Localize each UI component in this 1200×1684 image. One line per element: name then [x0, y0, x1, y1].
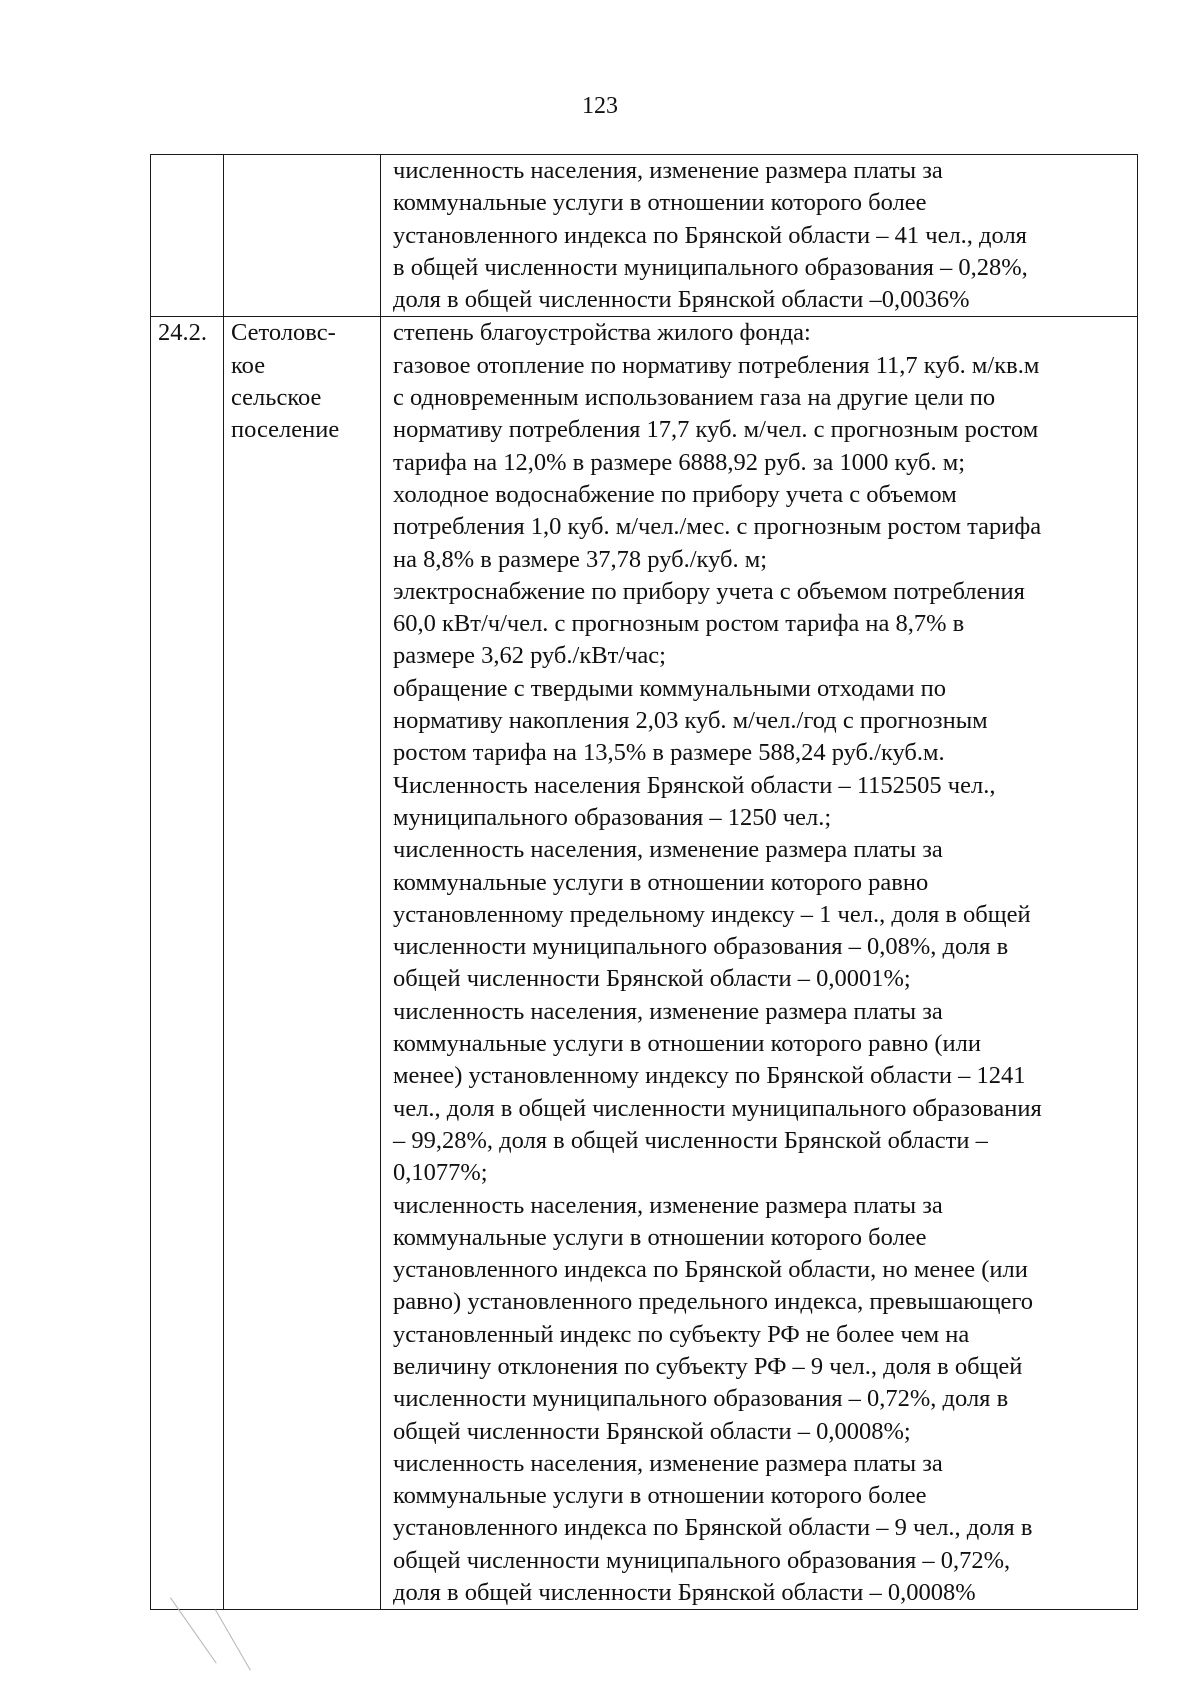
description-line: нормативу накопления 2,03 куб. м/чел./год с прогнозным	[393, 707, 988, 735]
description-line: общей численности муниципального образования – 0,72%,	[393, 1546, 1011, 1574]
table-row	[151, 155, 1138, 317]
description-line: численности муниципального образования – 0,08%, доля в	[393, 933, 1009, 961]
description-line: 0,1077%;	[393, 1159, 488, 1187]
row-number-cell	[151, 155, 224, 317]
description-line: установленный индекс по субъекту РФ не более чем на	[393, 1320, 970, 1348]
description-line: муниципального образования – 1250 чел.;	[393, 803, 832, 831]
description-line: доля в общей численности Брянской области – 0,0008%	[393, 1579, 976, 1607]
settlement-name-cell	[224, 317, 381, 1610]
description-line: коммунальные услуги в отношении которого равно (или	[393, 1030, 981, 1058]
description-line: нормативу потребления 17,7 куб. м/чел. с прогнозным ростом	[393, 416, 1039, 444]
description-line: общей численности Брянской области – 0,0001%;	[393, 965, 911, 993]
description-line: степень благоустройства жилого фонда:	[393, 319, 811, 347]
settlement-name-line: кое	[231, 351, 266, 379]
row-number: 24.2.	[158, 319, 207, 347]
description-line: тарифа на 12,0% в размере 6888,92 руб. за 1000 куб. м;	[393, 448, 966, 476]
description-line: общей численности Брянской области – 0,0008%;	[393, 1417, 911, 1445]
description-line: численность населения, изменение размера платы за	[393, 836, 943, 864]
description-line: на 8,8% в размере 37,78 руб./куб. м;	[393, 545, 768, 573]
settlement-name-line: сельское	[231, 384, 322, 412]
description-line: доля в общей численности Брянской области –0,0036%	[393, 286, 970, 314]
description-line: численность населения, изменение размера платы за	[393, 997, 943, 1025]
description-line: с одновременным использованием газа на другие цели по	[393, 384, 996, 412]
description-line: коммунальные услуги в отношении которого более	[393, 1223, 927, 1251]
description-line: установленного индекса по Брянской области, но менее (или	[393, 1256, 1028, 1284]
description-line: численность населения, изменение размера платы за	[393, 1449, 943, 1477]
description-line: в общей численности муниципального образования – 0,28%,	[393, 253, 1028, 281]
description-line: равно) установленного предельного индекса, превышающего	[393, 1288, 1034, 1316]
description-line: – 99,28%, доля в общей численности Брянской области –	[393, 1126, 988, 1154]
table-row	[151, 317, 1138, 1610]
description-line: Численность населения Брянской области – 1152505 чел.,	[393, 771, 996, 799]
description-line: ростом тарифа на 13,5% в размере 588,24 руб./куб.м.	[393, 739, 945, 767]
description-line: коммунальные услуги в отношении которого равно	[393, 868, 929, 896]
description-line: электроснабжение по прибору учета с объемом потребления	[393, 577, 1025, 605]
page-number: 123	[582, 93, 618, 119]
description-line: обращение с твердыми коммунальными отходами по	[393, 674, 946, 702]
description-line: установленному предельному индексу – 1 чел., доля в общей	[393, 900, 1031, 928]
description-line: численность населения, изменение размера платы за	[393, 157, 943, 184]
settlement-name-cell	[224, 155, 381, 317]
description-line: потребления 1,0 куб. м/чел./мес. с прогнозным ростом тарифа	[393, 513, 1042, 541]
description-cell	[381, 317, 1138, 1610]
description-line: газовое отопление по нормативу потребления 11,7 куб. м/кв.м	[393, 351, 1040, 379]
settlement-name-line: Сетоловс-	[231, 319, 336, 347]
description-cell	[381, 155, 1138, 317]
description-line: величину отклонения по субъекту РФ – 9 чел., доля в общей	[393, 1352, 1023, 1380]
description-line: установленного индекса по Брянской области – 41 чел., доля	[393, 221, 1027, 249]
description-line: численности муниципального образования – 0,72%, доля в	[393, 1385, 1009, 1413]
settlement-name-line: поселение	[231, 416, 340, 444]
document-table	[150, 154, 1138, 1610]
description-line: коммунальные услуги в отношении которого более	[393, 189, 927, 217]
description-line: чел., доля в общей численности муниципального образования	[393, 1094, 1042, 1122]
description-line: установленного индекса по Брянской области – 9 чел., доля в	[393, 1514, 1033, 1542]
description-line: менее) установленному индексу по Брянской области – 1241	[393, 1062, 1026, 1090]
description-line: 60,0 кВт/ч/чел. с прогнозным ростом тарифа на 8,7% в	[393, 610, 965, 638]
row-number-cell	[151, 317, 224, 1610]
description-line: численность населения, изменение размера платы за	[393, 1191, 943, 1219]
description-line: размере 3,62 руб./кВт/час;	[393, 642, 666, 670]
description-line: холодное водоснабжение по прибору учета с объемом	[393, 480, 957, 508]
scan-artifact	[215, 1610, 251, 1671]
description-line: коммунальные услуги в отношении которого более	[393, 1482, 927, 1510]
